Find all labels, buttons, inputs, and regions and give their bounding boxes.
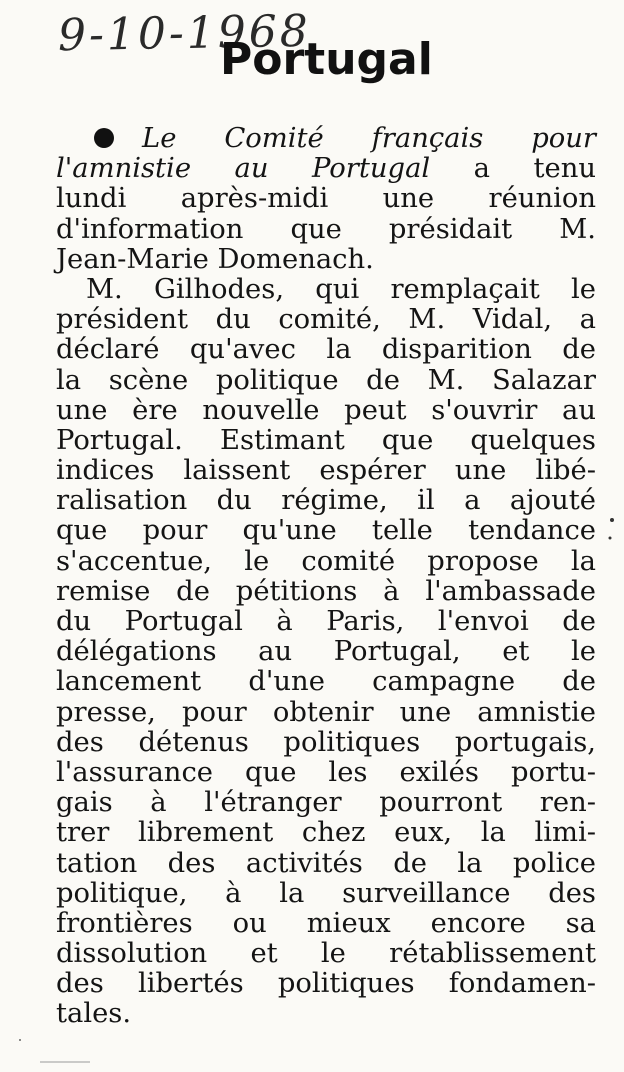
article-line: d'information que présidait M.	[56, 213, 596, 245]
article-line: presse, pour obtenir une amnistie	[56, 696, 596, 728]
article-line: tation des activités de la police	[56, 847, 596, 879]
article-line: Portugal. Estimant que quelques	[56, 424, 596, 456]
article-line: indices laissent espérer une libé-	[56, 455, 596, 487]
article-line: remise de pétitions à l'ambassade	[56, 575, 596, 607]
article-line: déclaré qu'avec la disparition de	[56, 334, 596, 366]
article-line: du Portugal à Paris, l'envoi de	[56, 606, 596, 637]
article-line	[56, 154, 596, 184]
article-line: que pour qu'une telle tendance	[56, 515, 596, 547]
article-line: politique, à la surveillance des	[56, 877, 596, 909]
article-line: frontières ou mieux encore sa	[56, 907, 596, 939]
article-line: lundi après-midi une réunion	[56, 183, 596, 215]
article-text: a tenu	[473, 153, 596, 185]
article-line: ralisation du régime, il a ajouté	[56, 485, 596, 517]
speck	[19, 1039, 21, 1041]
article-line: une ère nouvelle peut s'ouvrir au	[56, 394, 596, 426]
article-line: lancement d'une campagne de	[56, 666, 596, 698]
article-line: dissolution et le rétablissement	[56, 938, 596, 970]
handwritten-date: 9-10-1968	[57, 5, 312, 62]
article-line: tales.	[56, 998, 132, 1030]
speck	[610, 518, 614, 522]
speck	[609, 537, 612, 540]
article-line: la scène politique de M. Salazar	[56, 364, 596, 396]
article-line: délégations au Portugal, et le	[56, 636, 596, 668]
article-line: M. Gilhodes, qui remplaçait le	[86, 273, 596, 305]
bullet-icon	[94, 128, 114, 148]
article-line: des libertés politiques fondamen-	[56, 968, 596, 1000]
article-line: l'assurance que les exilés portu-	[56, 756, 596, 788]
article-body	[56, 124, 596, 1030]
article-line: président du comité, M. Vidal, a	[56, 304, 596, 336]
article-line: trer librement chez eux, la limi-	[56, 817, 596, 849]
article-line	[56, 124, 596, 154]
committee-name-part2: l'amnistie au Portugal	[56, 153, 431, 185]
article-line: gais à l'étranger pourront ren-	[56, 787, 596, 819]
article-line: Jean-Marie Domenach.	[56, 243, 374, 275]
headline: Portugal	[220, 34, 433, 85]
article-line: s'accentue, le comité propose la	[56, 545, 596, 577]
committee-name-part1: Le Comité français pour	[142, 123, 596, 154]
article-line: des détenus politiques portugais,	[56, 726, 596, 758]
